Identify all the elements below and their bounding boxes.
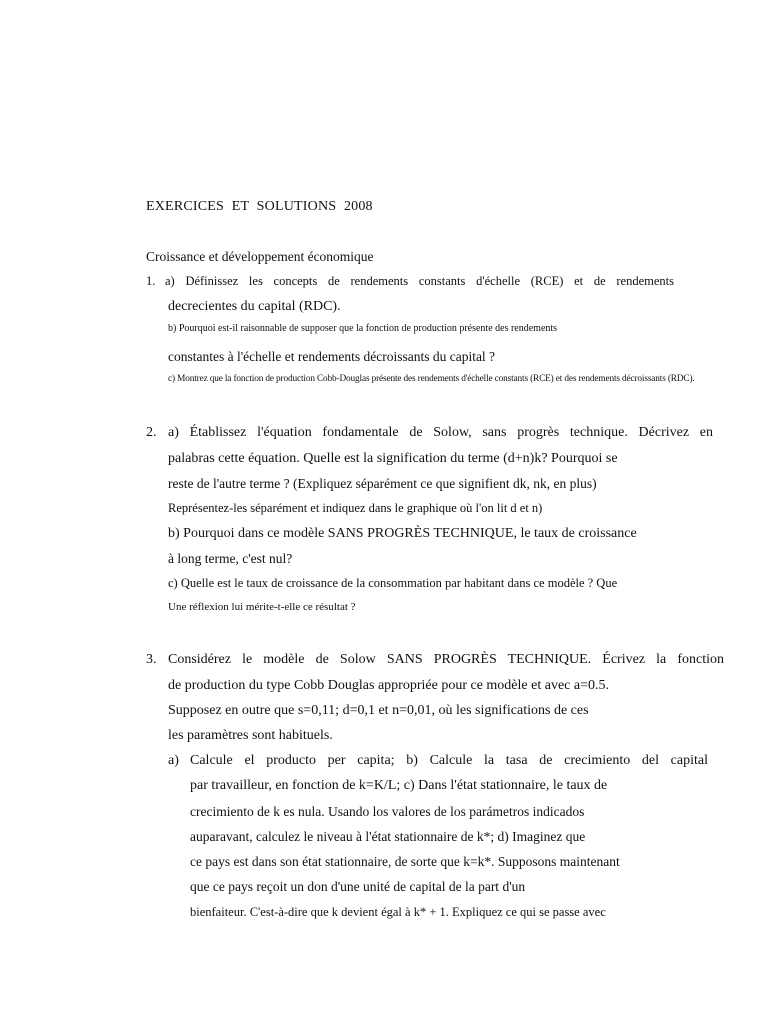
q1-number: 1. [146,274,156,288]
q3-a-line1: Calcule el producto per capita; b) Calcule la tasa de crecimiento del capital [190,753,708,768]
q3-a-label: a) [168,753,179,768]
q3-line4: les paramètres sont habituels. [168,728,333,743]
q3-a-line3: crecimiento de k es nula. Usando los valores de los parámetros indicados [190,804,585,819]
q3-a-line6: que ce pays reçoit un don d'une unité de capital de la part d'un [190,879,526,894]
q2-a-line3: reste de l'autre terme ? (Expliquez séparément ce que signifient dk, nk, en plus) [168,476,597,491]
q1-b-line2: constantes à l'échelle et rendements décroissants du capital ? [168,349,496,364]
q3-a-line7: bienfaiteur. C'est-à-dire que k devient égal à k* + 1. Expliquez ce qui se passe avec [190,905,606,919]
q3-a-line4: auparavant, calculez le niveau à l'état stationnaire de k*; d) Imaginez que [190,829,586,844]
q3-number: 3. [146,652,157,667]
q1-c-line1: c) Montrez que la fonction de production Cobb-Douglas présente des rendements d'échelle constants (RCE) et des rendements décroissants (RDC). [168,374,695,384]
q3-line2: de production du type Cobb Douglas appropriée pour ce modèle et avec a=0.5. [168,678,609,693]
q2-a-line4: Représentez-les séparément et indiquez dans le graphique où l'on lit d et n) [168,501,543,515]
q2-c-line1: c) Quelle est le taux de croissance de la consommation par habitant dans ce modèle ? Que [168,576,618,590]
q3-line1: Considérez le modèle de Solow SANS PROGRÈS TECHNIQUE. Écrivez la fonction [168,652,724,667]
q1-a-line1: a) Définissez les concepts de rendements constants d'échelle (RCE) et de rendements [165,274,674,288]
q2-c-line2: Une réflexion lui mérite-t-elle ce résultat ? [168,601,356,613]
q2-a-line1: a) Établissez l'équation fondamentale de Solow, sans progrès technique. Décrivez en [168,425,713,440]
q3-a-line5: ce pays est dans son état stationnaire, de sorte que k=k*. Supposons maintenant [190,854,620,869]
q3-a-line2: par travailleur, en fonction de k=K/L; c) Dans l'état stationnaire, le taux de [190,778,608,793]
q2-b-line2: à long terme, c'est nul? [168,551,293,566]
q1-b-line1: b) Pourquoi est-il raisonnable de supposer que la fonction de production présente des rendements [168,323,558,334]
q2-b-line1: b) Pourquoi dans ce modèle SANS PROGRÈS TECHNIQUE, le taux de croissance [168,526,637,541]
document-title: EXERCICES ET SOLUTIONS 2008 [146,199,373,214]
q3-line3: Supposez en outre que s=0,11; d=0,1 et n=0,01, où les significations de ces [168,703,589,718]
q1-a-line2: decrecientes du capital (RDC). [168,299,341,314]
q2-number: 2. [146,425,157,440]
q2-a-line2: palabras cette équation. Quelle est la signification du terme (d+n)k? Pourquoi se [168,451,618,466]
document-subtitle: Croissance et développement économique [146,249,374,264]
